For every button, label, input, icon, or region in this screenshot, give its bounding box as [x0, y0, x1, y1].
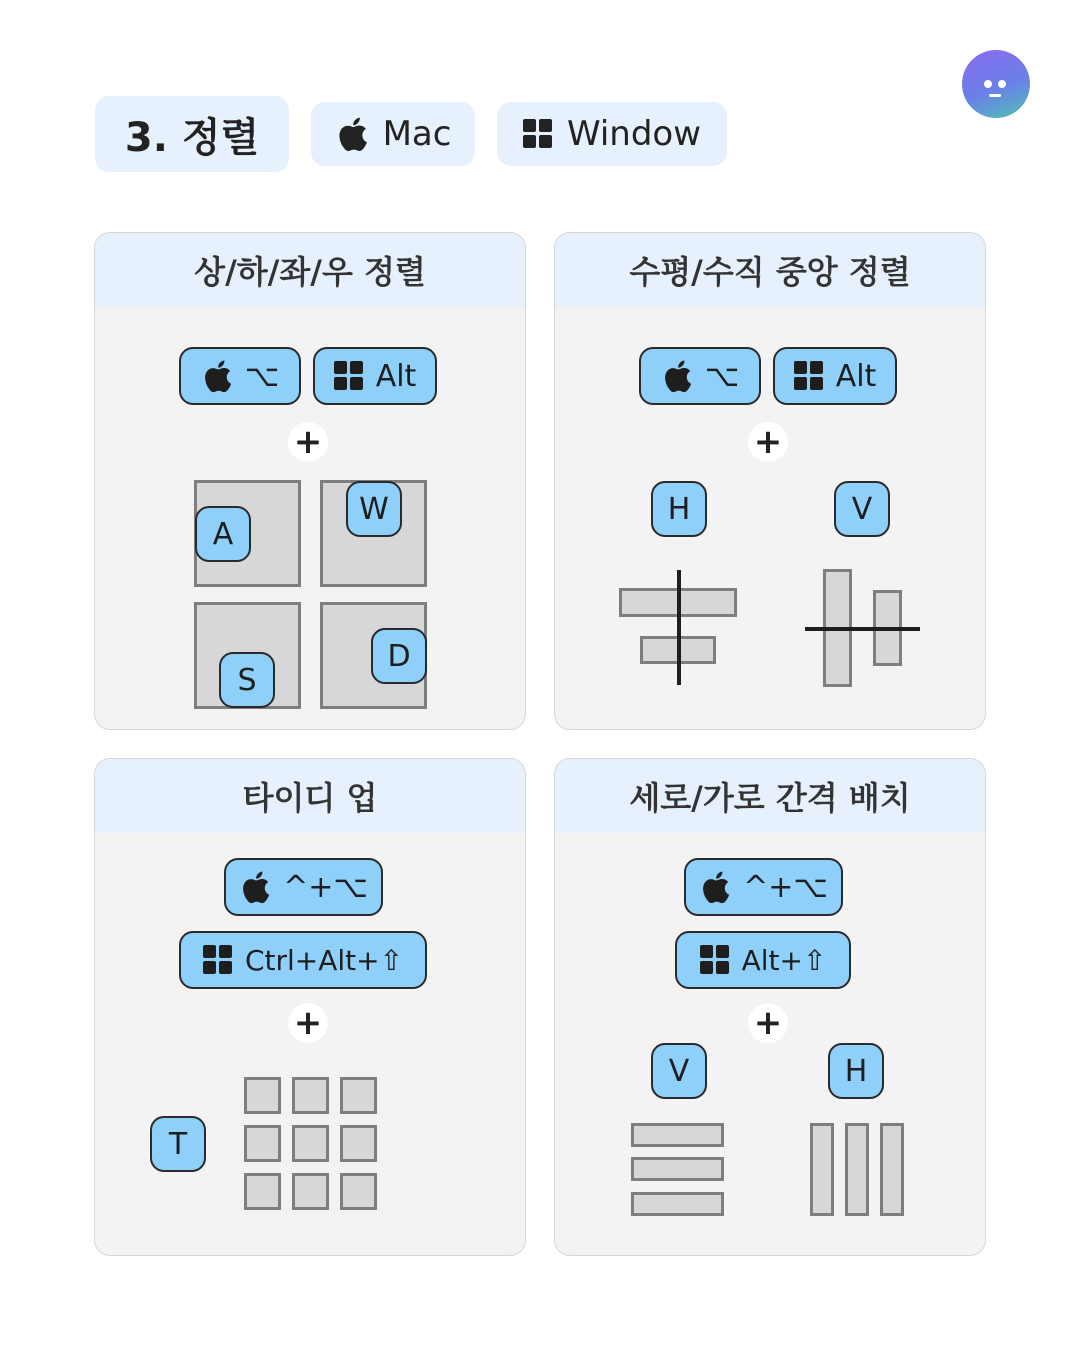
grid-cell [340, 1125, 377, 1162]
key-w: W [346, 481, 402, 537]
bar-vertical [810, 1123, 834, 1216]
key-h: H [651, 481, 707, 537]
section-title [95, 96, 289, 172]
card-distribute-spacing [554, 758, 986, 1256]
mac-shortcut-key [639, 347, 761, 405]
apple-icon [335, 115, 369, 153]
grid-cell [244, 1125, 281, 1162]
plus-sign: + [288, 422, 328, 462]
windows-shortcut-key [675, 931, 851, 989]
card-align-directions [94, 232, 526, 730]
mac-keys-label: ⌥ [704, 358, 740, 394]
windows-icon [794, 361, 824, 391]
plus-sign: + [748, 1003, 788, 1043]
bar-horizontal [631, 1192, 724, 1216]
grid-cell [292, 1077, 329, 1114]
bar-horizontal [631, 1157, 724, 1181]
windows-icon [523, 119, 553, 149]
card-title: 타이디 업 [95, 759, 525, 833]
center-line-vertical [677, 570, 681, 685]
center-line-horizontal [805, 627, 920, 631]
bar-horizontal [631, 1123, 724, 1147]
grid-cell [292, 1173, 329, 1210]
windows-keys-label: Alt+⇧ [741, 943, 827, 977]
card-title: 수평/수직 중앙 정렬 [555, 233, 985, 307]
key-d: D [371, 628, 427, 684]
mac-shortcut-key [684, 858, 843, 916]
windows-icon [203, 945, 233, 975]
grid-cell [292, 1125, 329, 1162]
windows-icon [334, 361, 364, 391]
windows-keys-label: Ctrl+Alt+⇧ [244, 943, 404, 977]
apple-icon [201, 358, 233, 394]
avatar[interactable] [962, 50, 1030, 118]
key-t: T [150, 1116, 206, 1172]
mac-shortcut-key [179, 347, 301, 405]
mac-keys-label: ^+⌥ [743, 869, 828, 905]
grid-cell [340, 1173, 377, 1210]
key-s: S [219, 652, 275, 708]
card-title: 상/하/좌/우 정렬 [95, 233, 525, 307]
windows-tab[interactable] [497, 102, 727, 166]
apple-icon [699, 869, 731, 905]
key-v: V [834, 481, 890, 537]
bar-vertical [845, 1123, 869, 1216]
windows-keys-label: Alt [375, 358, 417, 394]
card-tidy-up [94, 758, 526, 1256]
windows-shortcut-key [773, 347, 897, 405]
plus-sign: + [288, 1003, 328, 1043]
windows-keys-label: Alt [835, 358, 877, 394]
key-a: A [195, 506, 251, 562]
grid-cell [244, 1077, 281, 1114]
plus-sign: + [748, 422, 788, 462]
mac-keys-label: ⌥ [244, 358, 280, 394]
mac-tab[interactable] [311, 102, 475, 166]
key-v: V [651, 1043, 707, 1099]
card-title: 세로/가로 간격 배치 [555, 759, 985, 833]
mac-label: Mac [382, 114, 452, 154]
key-h: H [828, 1043, 884, 1099]
apple-icon [239, 869, 271, 905]
grid-cell [340, 1077, 377, 1114]
apple-icon [661, 358, 693, 394]
windows-shortcut-key [179, 931, 427, 989]
bar-vertical [880, 1123, 904, 1216]
mac-shortcut-key [224, 858, 383, 916]
grid-cell [244, 1173, 281, 1210]
section-title-text: 3. 정렬 [124, 114, 260, 161]
windows-shortcut-key [313, 347, 437, 405]
mac-keys-label: ^+⌥ [283, 869, 368, 905]
card-center-align [554, 232, 986, 730]
windows-label: Window [566, 114, 702, 154]
windows-icon [700, 945, 730, 975]
